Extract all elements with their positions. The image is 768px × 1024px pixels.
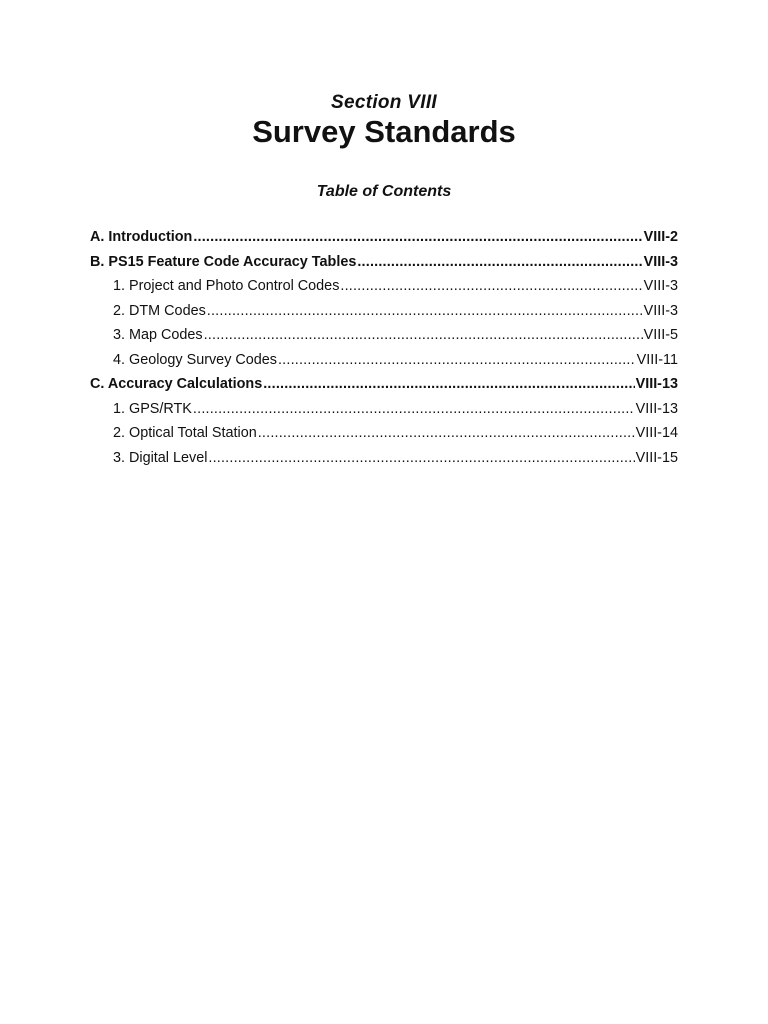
toc-entry-gps-rtk[interactable] <box>90 399 678 424</box>
toc-entry-map-codes[interactable] <box>90 325 678 350</box>
toc-entry-page: VIII-5 <box>643 327 678 343</box>
toc-entry-label: 2. Optical Total Station <box>113 425 257 441</box>
toc-entry-label: 1. GPS/RTK <box>113 400 192 417</box>
toc-entry-label: C. Accuracy Calculations <box>90 376 263 392</box>
toc-entry-page: VIII-3 <box>643 302 678 319</box>
toc-entry-page: VIII-11 <box>636 351 678 368</box>
toc-entry-page: VIII-2 <box>643 229 678 245</box>
dot-leader <box>357 252 642 272</box>
dot-leader <box>193 227 642 247</box>
dot-leader <box>278 350 636 370</box>
toc-entry-page: VIII-3 <box>643 278 678 294</box>
toc-heading: Table of Contents <box>316 183 452 200</box>
toc-entry-label: 3. Digital Level <box>113 449 208 466</box>
toc-entry-label: 1. Project and Photo Control Codes <box>113 278 340 294</box>
toc-entry-digital-level[interactable] <box>90 448 678 473</box>
toc-entry-page: VIII-13 <box>635 400 678 417</box>
dot-leader <box>263 374 634 394</box>
toc-entry-label: 2. DTM Codes <box>113 302 206 319</box>
section-label: Section VIII <box>330 92 437 113</box>
toc-entry-label: 3. Map Codes <box>113 327 203 343</box>
table-of-contents <box>90 227 678 472</box>
dot-leader <box>207 301 643 321</box>
toc-entry-accuracy-calculations[interactable] <box>90 374 678 399</box>
toc-entry-feature-code-tables[interactable] <box>90 252 678 277</box>
toc-entry-introduction[interactable] <box>90 227 678 252</box>
toc-entry-page: VIII-3 <box>643 253 678 270</box>
toc-entry-page: VIII-13 <box>635 376 678 392</box>
dot-leader <box>193 399 635 419</box>
toc-entry-dtm-codes[interactable] <box>90 301 678 326</box>
toc-entry-page: VIII-15 <box>635 449 678 466</box>
dot-leader <box>208 448 634 468</box>
toc-entry-label: A. Introduction <box>90 229 193 245</box>
toc-entry-label: 4. Geology Survey Codes <box>113 351 277 368</box>
toc-entry-page: VIII-14 <box>635 425 678 441</box>
dot-leader <box>340 276 642 296</box>
toc-entry-project-photo-control-codes[interactable] <box>90 276 678 301</box>
dot-leader <box>258 423 635 443</box>
toc-entry-geology-survey-codes[interactable] <box>90 350 678 375</box>
toc-entry-label: B. PS15 Feature Code Accuracy Tables <box>90 253 357 270</box>
document-title: Survey Standards <box>252 114 516 149</box>
toc-entry-optical-total-station[interactable] <box>90 423 678 448</box>
dot-leader <box>204 325 643 345</box>
